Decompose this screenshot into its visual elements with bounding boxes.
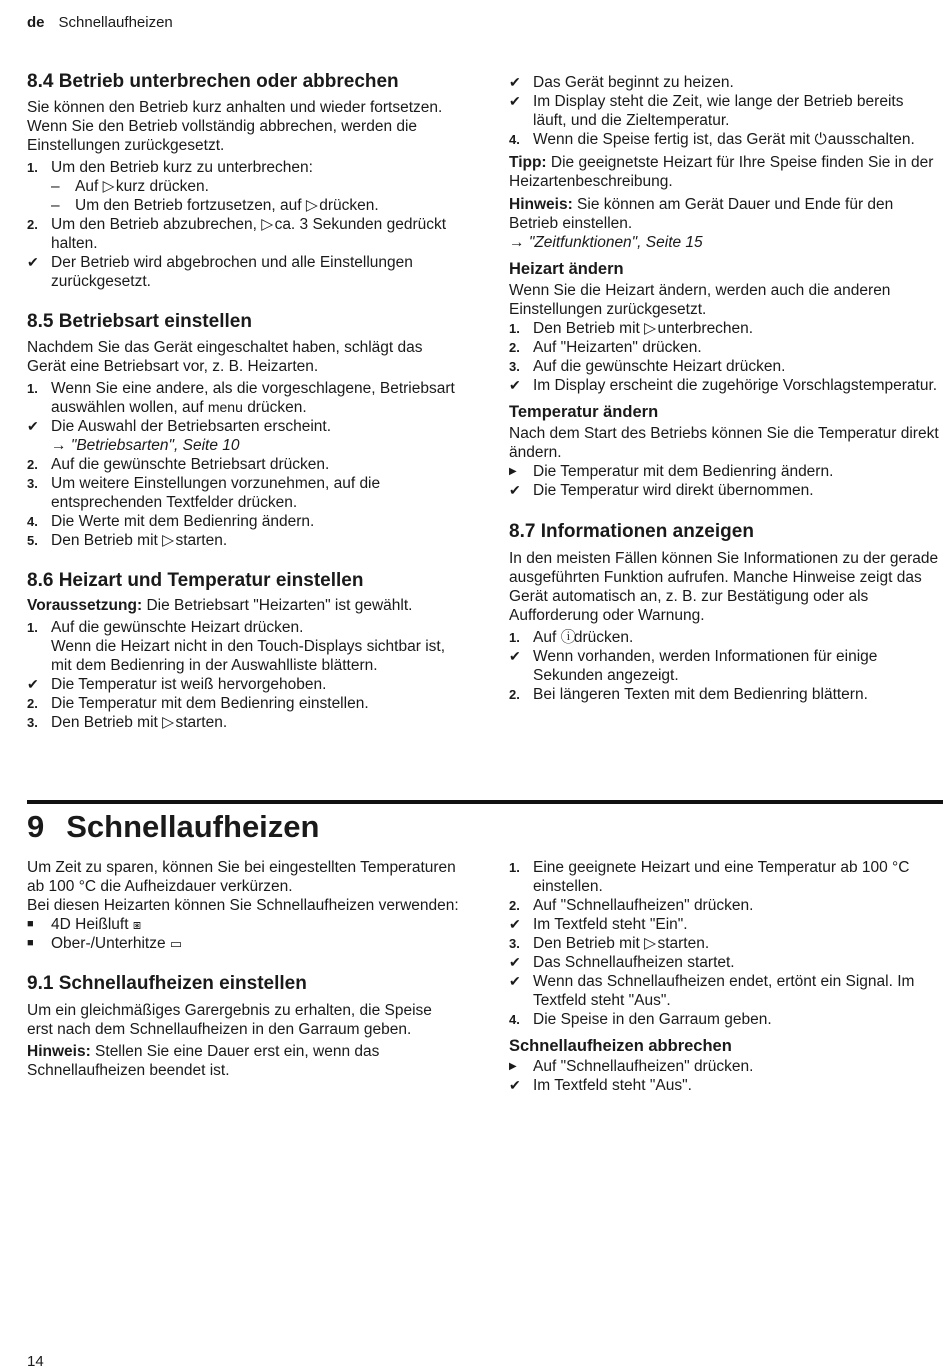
triangle-bullet-icon: ▶: [509, 1061, 517, 1072]
result-item: ✔ Im Display steht die Zeit, wie lange der Betrieb bereits läuft, und die Zieltemperatur.: [509, 93, 904, 129]
power-icon: ⏻: [814, 131, 827, 148]
square-bullet-icon: ■: [27, 918, 34, 930]
list-item: 4. Die Werte mit dem Bedienring ändern.: [27, 513, 315, 530]
check-icon: ✔: [509, 482, 521, 498]
page-header: [27, 13, 173, 32]
list-item: 2. Auf "Heizarten" drücken.: [509, 339, 702, 356]
check-icon: ✔: [27, 254, 39, 270]
section-8-7-intro: In den meisten Fällen können Sie Informationen zu der gerade ausgeführten Funktion aufrufen. Manche Hinweise zeigt das Gerät automatisch an, z. B. zur Bestätigung oder als Aufforderung oder Warnung.: [509, 550, 939, 624]
check-icon: ✔: [509, 954, 521, 970]
list-item: 1. Auf ⓘ drücken.: [509, 629, 634, 646]
check-icon: ✔: [509, 648, 521, 664]
list-item: 1. Eine geeignete Heizart und eine Temperatur ab 100 °C einstellen.: [509, 859, 910, 895]
note: Hinweis: Stellen Sie eine Dauer erst ein, wenn das Schnellaufheizen beendet ist.: [27, 1043, 380, 1079]
cross-reference: → "Zeitfunktionen", Seite 15: [509, 234, 703, 251]
chapter-name: Schnellaufheizen: [66, 809, 320, 844]
result-item: ✔ Die Temperatur wird direkt übernommen.: [509, 482, 814, 499]
4d-hot-air-icon: ⧆: [132, 917, 142, 932]
result-item: ✔ Wenn vorhanden, werden Informationen für einige Sekunden angezeigt.: [509, 648, 878, 684]
list-item: 3. Um weitere Einstellungen vorzunehmen, auf die entsprechenden Textfelder drücken.: [27, 475, 381, 511]
heizart-title: Heizart ändern: [509, 260, 624, 278]
right-column-top: [509, 73, 941, 704]
result-item: ✔ Wenn das Schnellaufheizen endet, ertönt ein Signal. Im Textfeld steht "Aus".: [509, 973, 915, 1009]
play-icon: ▷: [305, 197, 318, 214]
section-8-4-title: 8.4 Betrieb unterbrechen oder abbrechen: [27, 71, 399, 92]
result-item: ✔ Im Display erscheint die zugehörige Vorschlagstemperatur.: [509, 377, 938, 394]
chapter-number: 9: [27, 809, 45, 844]
result-item: ✔ Die Auswahl der Betriebsarten erscheint.: [27, 418, 332, 435]
temp-title: Temperatur ändern: [509, 403, 659, 421]
play-icon: ▷: [162, 532, 175, 549]
check-icon: ✔: [509, 377, 521, 393]
result-item: ✔ Im Textfeld steht "Ein".: [509, 916, 688, 933]
header-title: Schnellaufheizen: [58, 14, 173, 31]
chapter-rule: [27, 800, 943, 804]
action-item: ▶ Die Temperatur mit dem Bedienring ändern.: [509, 463, 834, 480]
result-item: ✔ Das Schnellaufheizen startet.: [509, 954, 735, 971]
triangle-bullet-icon: ▶: [509, 466, 517, 477]
list-item: 2. Um den Betrieb abzubrechen, ▷ ca. 3 Sekunden gedrückt halten.: [27, 216, 447, 252]
right-column-bottom: [509, 858, 941, 1095]
check-icon: ✔: [509, 93, 521, 109]
check-icon: ✔: [509, 973, 521, 989]
list-item: 2. Auf "Schnellaufheizen" drücken.: [509, 897, 754, 914]
check-icon: ✔: [509, 916, 521, 932]
list-item: 4. Wenn die Speise fertig ist, das Gerät mit ⏻ ausschalten.: [509, 131, 915, 148]
section-8-7-title: 8.7 Informationen anzeigen: [509, 521, 754, 542]
list-item: 1. Um den Betrieb kurz zu unterbrechen:: [27, 159, 313, 176]
section-9-1-intro: Um ein gleichmäßiges Garergebnis zu erhalten, die Speise erst nach dem Schnellaufheizen in den Garraum geben.: [27, 1002, 432, 1038]
cross-reference: → "Betriebsarten", Seite 10: [51, 437, 240, 454]
list-item-note: Wenn die Heizart nicht in den Touch-Displays sichtbar ist, mit dem Bedienring in der Auswahlliste blättern.: [51, 638, 446, 674]
top-bottom-heat-icon: ▭: [169, 936, 183, 951]
check-icon: ✔: [509, 1077, 521, 1093]
list-item: 2. Bei längeren Texten mit dem Bedienring blättern.: [509, 686, 868, 703]
list-item: 1. Auf die gewünschte Heizart drücken.: [27, 619, 304, 636]
list-subitem: – Um den Betrieb fortzusetzen, auf ▷ drücken.: [51, 197, 379, 214]
result-item: ✔ Das Gerät beginnt zu heizen.: [509, 74, 734, 91]
result-item: ✔ Der Betrieb wird abgebrochen und alle Einstellungen zurückgesetzt.: [27, 254, 413, 290]
play-icon: ▷: [102, 178, 115, 195]
list-item: 1. Wenn Sie eine andere, als die vorgeschlagene, Betriebsart auswählen wollen, auf menu drücken.: [27, 380, 455, 416]
info-icon: ⓘ: [560, 629, 577, 646]
section-9-1-title: 9.1 Schnellaufheizen einstellen: [27, 973, 307, 994]
bullet-item: ■ 4D Heißluft ⧆: [27, 916, 142, 933]
arrow-ref-icon: →: [509, 234, 525, 251]
check-icon: ✔: [27, 676, 39, 692]
list-item: 3. Den Betrieb mit ▷ starten.: [509, 935, 710, 952]
list-subitem: – Auf ▷ kurz drücken.: [51, 178, 209, 195]
list-item: 2. Auf die gewünschte Betriebsart drücken.: [27, 456, 330, 473]
left-column-bottom: [27, 858, 459, 1080]
section-8-5-intro: Nachdem Sie das Gerät eingeschaltet haben, schlägt das Gerät eine Betriebsart vor, z. B. Heizarten.: [27, 339, 423, 375]
check-icon: ✔: [509, 74, 521, 90]
result-item: ✔ Im Textfeld steht "Aus".: [509, 1077, 692, 1094]
section-8-6-title: 8.6 Heizart und Temperatur einstellen: [27, 570, 364, 591]
tip: Tipp: Die geeignetste Heizart für Ihre Speise finden Sie in der Heizartenbeschreibung.: [509, 154, 934, 190]
list-item: 2. Die Temperatur mit dem Bedienring einstellen.: [27, 695, 369, 712]
section-8-6-prerequisite: Voraussetzung: Die Betriebsart "Heizarten" ist gewählt.: [27, 597, 413, 614]
page-number: 14: [27, 1353, 44, 1370]
section-8-5-title: 8.5 Betriebsart einstellen: [27, 311, 252, 332]
left-column-top: [27, 70, 459, 732]
temp-intro: Nach dem Start des Betriebs können Sie die Temperatur direkt ändern.: [509, 425, 939, 461]
list-item: 5. Den Betrieb mit ▷ starten.: [27, 532, 228, 549]
heizart-intro: Wenn Sie die Heizart ändern, werden auch die anderen Einstellungen zurückgesetzt.: [509, 282, 891, 318]
chapter-intro-2: Bei diesen Heizarten können Sie Schnellaufheizen verwenden:: [27, 897, 459, 914]
check-icon: ✔: [27, 418, 39, 434]
result-item: ✔ Die Temperatur ist weiß hervorgehoben.: [27, 676, 327, 693]
list-item: 3. Auf die gewünschte Heizart drücken.: [509, 358, 786, 375]
list-item: 1. Den Betrieb mit ▷ unterbrechen.: [509, 320, 754, 337]
arrow-ref-icon: →: [51, 437, 67, 454]
note: Hinweis: Sie können am Gerät Dauer und Ende für den Betrieb einstellen.: [509, 196, 894, 232]
action-item: ▶ Auf "Schnellaufheizen" drücken.: [509, 1058, 754, 1075]
list-item: 4. Die Speise in den Garraum geben.: [509, 1011, 772, 1028]
play-icon: ▷: [261, 216, 274, 233]
square-bullet-icon: ■: [27, 937, 34, 949]
bullet-item: ■ Ober-/Unterhitze ▭: [27, 935, 183, 952]
list-item: 3. Den Betrieb mit ▷ starten.: [27, 714, 228, 731]
play-icon: ▷: [162, 714, 175, 731]
play-icon: ▷: [644, 935, 657, 952]
chapter-title: [27, 808, 319, 846]
abbrechen-title: Schnellaufheizen abbrechen: [509, 1037, 732, 1055]
chapter-intro: Um Zeit zu sparen, können Sie bei eingestellten Temperaturen ab 100 °C die Aufheizdauer verkürzen.: [27, 859, 456, 895]
header-lang: de: [27, 14, 45, 31]
play-icon: ▷: [644, 320, 657, 337]
section-8-4-intro: Sie können den Betrieb kurz anhalten und wieder fortsetzen. Wenn Sie den Betrieb vollständig abbrechen, werden die Einstellungen zurückgesetzt.: [27, 99, 443, 154]
